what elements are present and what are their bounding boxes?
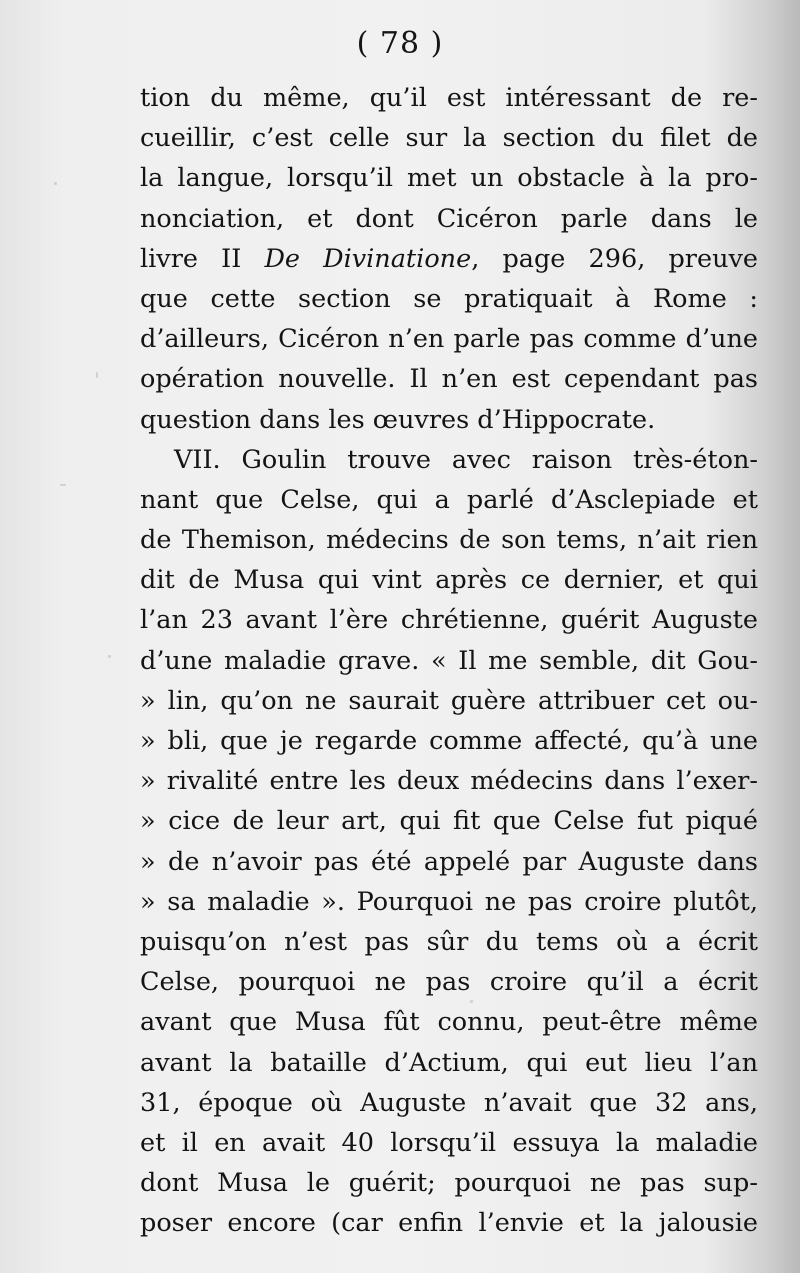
text-line: nonciation, et dont Cicéron parle dans le	[140, 203, 758, 234]
text-line: avant que Musa fût connu, peut-être même	[140, 1007, 758, 1038]
text-line: et il en avait 40 lorsqu’il essuya la maladie	[140, 1127, 758, 1158]
text-line: que cette section se pratiquait à Rome :	[140, 283, 758, 314]
text-line: de Themison, médecins de son tems, n’ait rien	[140, 525, 758, 556]
text-line: dont Musa le guérit; pourquoi ne pas sup-	[140, 1168, 758, 1199]
text-line: question dans les œuvres d’Hippocrate.	[140, 404, 656, 435]
line-segment: livre II	[140, 243, 265, 274]
paper-speck	[108, 655, 111, 658]
text-line: 31, époque où Auguste n’avait que 32 ans,	[140, 1087, 758, 1118]
text-line: opération nouvelle. Il n’en est cependant pas	[140, 364, 758, 395]
text-line: la langue, lorsqu’il met un obstacle à la pro-	[140, 163, 758, 194]
paper-speck	[60, 484, 66, 486]
text-line: dit de Musa qui vint après ce dernier, et qui	[140, 565, 758, 596]
paper-speck	[96, 372, 98, 378]
text-line: avant la bataille d’Actium, qui eut lieu l’an	[140, 1047, 758, 1078]
line-segment: , page 296, preuve	[471, 243, 759, 274]
body-text	[140, 78, 758, 1243]
paper-speck	[54, 182, 57, 185]
page-number: ( 78 )	[356, 26, 444, 61]
text-line: » de n’avoir pas été appelé par Auguste dans	[140, 846, 758, 877]
text-line: » sa maladie ». Pourquoi ne pas croire plutôt,	[140, 886, 758, 917]
text-line: d’ailleurs, Cicéron n’en parle pas comme d’une	[140, 324, 758, 355]
text-line: nant que Celse, qui a parlé d’Asclepiade et	[140, 484, 758, 515]
text-line: Celse, pourquoi ne pas croire qu’il a écrit	[140, 967, 758, 998]
book-title-italic: De Divinatione	[264, 243, 472, 274]
text-line: poser encore (car enfin l’envie et la jalousie	[140, 1208, 758, 1239]
text-line: » lin, qu’on ne saurait guère attribuer cet ou-	[140, 685, 758, 716]
text-line: l’an 23 avant l’ère chrétienne, guérit Auguste	[140, 605, 758, 636]
text-line: » bli, que je regarde comme affecté, qu’à une	[140, 726, 758, 756]
text-line: puisqu’on n’est pas sûr du tems où a écrit	[140, 926, 758, 957]
text-line	[140, 239, 758, 279]
text-line: tion du même, qu’il est intéressant de re-	[140, 83, 758, 113]
text-line: d’une maladie grave. « Il me semble, dit Gou-	[140, 645, 758, 676]
text-line: VII. Goulin trouve avec raison très-éton-	[174, 444, 758, 475]
text-line: cueillir, c’est celle sur la section du filet de	[140, 123, 758, 154]
text-line: » cice de leur art, qui fit que Celse fut piqué	[140, 806, 758, 837]
text-line: » rivalité entre les deux médecins dans l’exer-	[140, 766, 758, 797]
